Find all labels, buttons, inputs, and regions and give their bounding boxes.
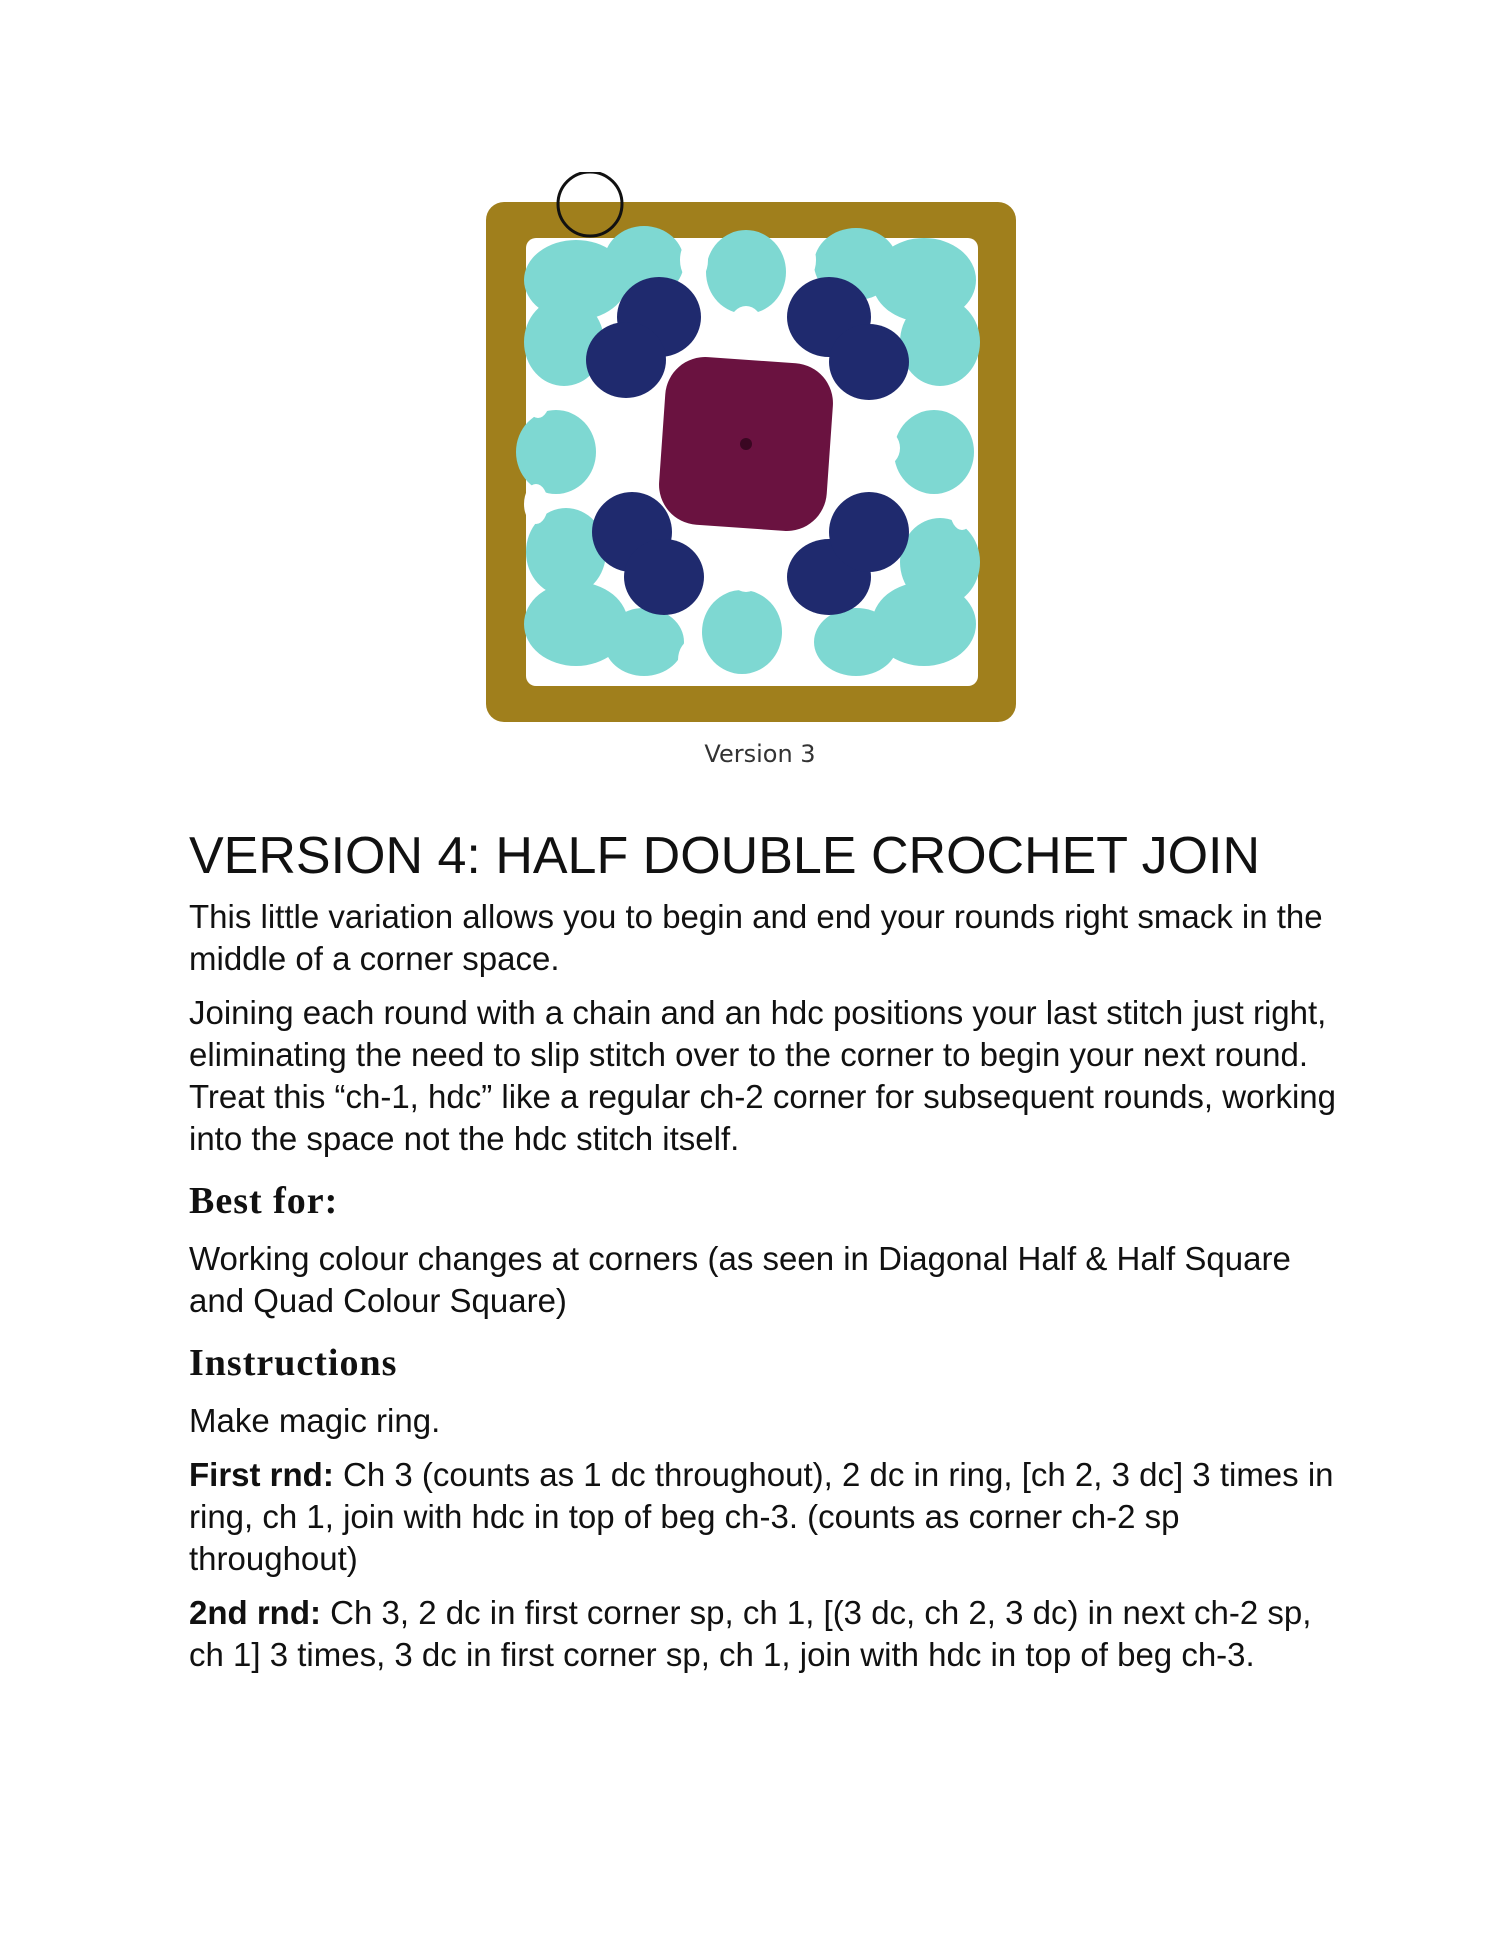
granny-square-image (484, 172, 1044, 732)
magic-ring-center (740, 438, 752, 450)
instruction-round-1 (189, 1454, 1339, 1580)
round-1-label: First rnd: (189, 1456, 334, 1493)
section-content (189, 826, 1339, 1688)
best-for-text: Working colour changes at corners (as seen in Diagonal Half & Half Square and Quad Colour Square) (189, 1240, 1291, 1319)
intro-paragraph-1: This little variation allows you to begin and end your rounds right smack in the middle of a corner space. (189, 898, 1323, 977)
section-title: VERSION 4: HALF DOUBLE CROCHET JOIN (189, 827, 1261, 885)
instruction-step-0: Make magic ring. (189, 1402, 441, 1439)
round-1-text: Ch 3 (counts as 1 dc throughout), 2 dc in ring, [ch 2, 3 dc] 3 times in ring, ch 1, join with hdc in top of beg ch-3. (counts as corner ch-2 sp throughout) (189, 1456, 1334, 1577)
figure-caption: Version 3 (704, 740, 816, 768)
round-2-text: Ch 3, 2 dc in first corner sp, ch 1, [(3 dc, ch 2, 3 dc) in next ch-2 sp, ch 1] 3 times, 3 dc in first corner sp, ch 1, join with hdc in top of beg ch-3. (189, 1594, 1312, 1673)
instruction-round-2 (189, 1592, 1339, 1676)
intro-paragraph-2: Joining each round with a chain and an hdc positions your last stitch just right, eliminating the need to slip stitch over to the corner to begin your next round. Treat this “ch-1, hdc” like a regular ch-2 corner for subsequent rounds, working into the space not the hdc stitch itself. (189, 994, 1336, 1157)
round-2-label: 2nd rnd: (189, 1594, 321, 1631)
instructions-heading: Instructions (189, 1342, 398, 1384)
crochet-square-figure (484, 172, 1044, 772)
best-for-heading: Best for: (189, 1180, 339, 1222)
